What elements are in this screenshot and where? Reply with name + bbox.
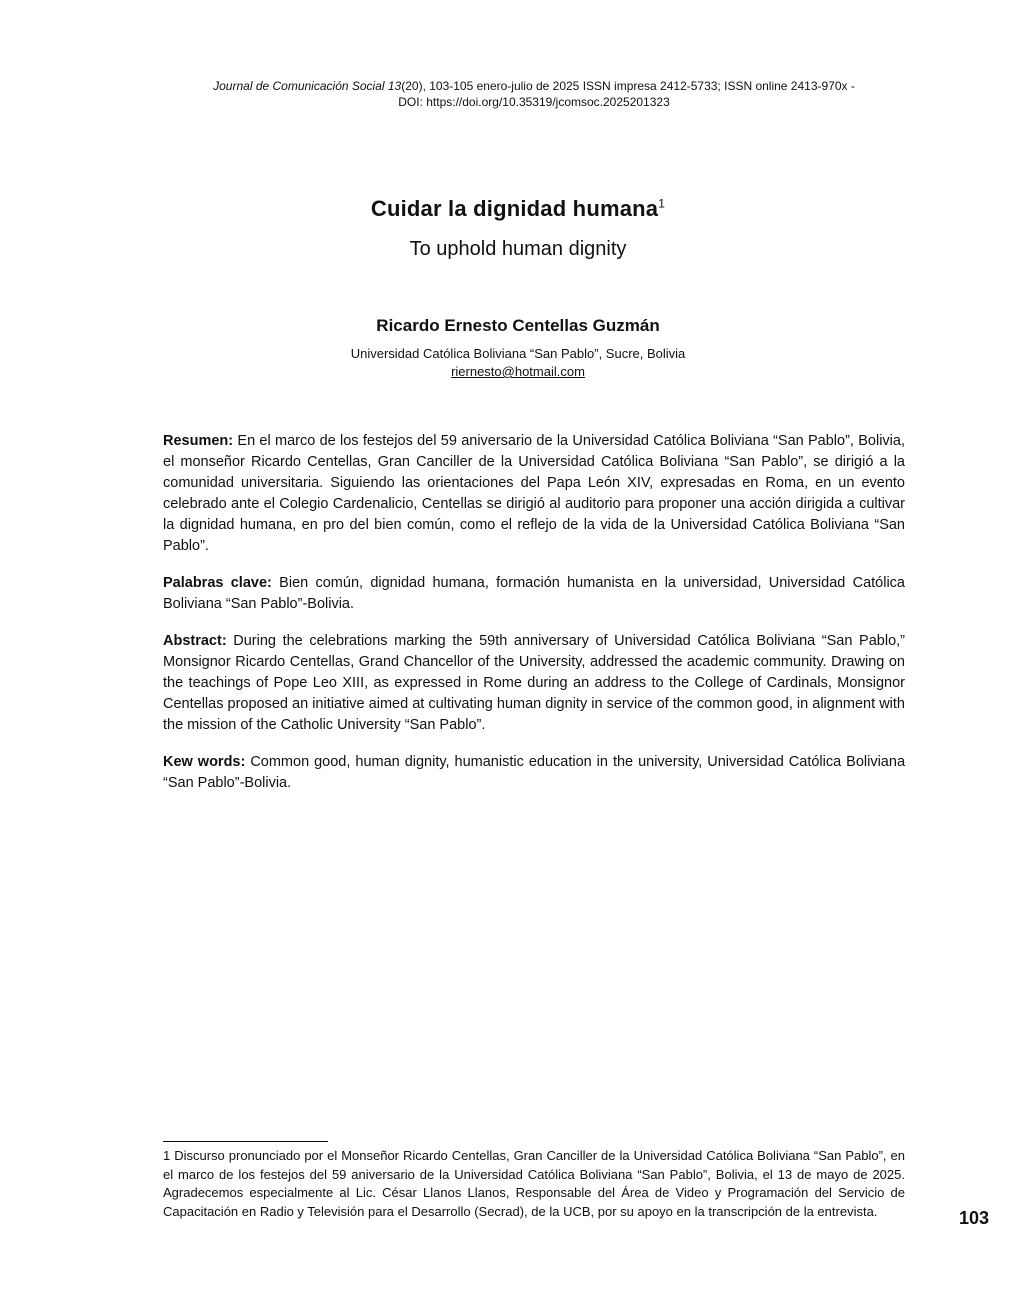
abstract-paragraph — [163, 631, 905, 736]
resumen-paragraph — [163, 431, 905, 557]
journal-citation: (20), 103-105 enero-julio de 2025 ISSN impresa 2412-5733; ISSN online 2413-970x - — [401, 79, 855, 93]
article-title — [0, 196, 1036, 222]
article-subtitle: To uphold human dignity — [409, 238, 627, 260]
journal-name: Journal de Comunicación Social 13 — [213, 79, 402, 93]
title-footnote-mark: 1 — [658, 196, 666, 211]
doi-line: DOI: https://doi.org/10.35319/jcomsoc.2025201323 — [398, 95, 670, 109]
author-affiliation: Universidad Católica Boliviana “San Pablo”, Sucre, Bolivia — [350, 346, 686, 361]
page-number: 103 — [958, 1208, 990, 1228]
resumen-text: En el marco de los festejos del 59 aniversario de la Universidad Católica Boliviana “San Pablo”, Bolivia, el monseñor Ricardo Centellas, Gran Canciller de la Universidad Católica Boliviana “San Pablo”, se dirigió a la comunidad universitaria. Siguiendo las orientaciones del Papa León XIV, expresadas en Roma, en un evento celebrado ante el Colegio Cardenalicio, Centellas se dirigió al auditorio para proponer una acción dirigida a cultivar la dignidad humana, en pro del bien común, como el reflejo de la vida de la Universidad Católica Boliviana “San Pablo”. — [163, 433, 905, 554]
abstract-label: Abstract: — [163, 633, 227, 649]
abstract-text: During the celebrations marking the 59th anniversary of Universidad Católica Boliviana “San Pablo,” Monsignor Ricardo Centellas, Grand Chancellor of the University, addressed the academic community. Drawing on the teachings of Pope Leo XIII, as expressed in Rome during an address to the College of Cardinals, Monsignor Centellas proposed an initiative aimed at cultivating human dignity in service of the common good, in alignment with the mission of the Catholic University “San Pablo”. — [163, 633, 905, 733]
palabras-clave-paragraph — [163, 573, 905, 615]
resumen-label: Resumen: — [163, 433, 234, 449]
palabras-clave-label: Palabras clave: — [163, 575, 272, 591]
palabras-clave-text: Bien común, dignidad humana, formación humanista en la universidad, Universidad Católica Boliviana “San Pablo”-Bolivia. — [163, 575, 906, 612]
author-affiliation-block — [0, 345, 1036, 381]
kew-words-paragraph — [163, 752, 905, 794]
running-header — [150, 78, 918, 110]
author-name: Ricardo Ernesto Centellas Guzmán — [376, 316, 660, 335]
article-title-text: Cuidar la dignidad humana — [370, 196, 659, 221]
author-email-link[interactable]: riernesto@hotmail.com — [451, 364, 585, 379]
kew-words-label: Kew words: — [163, 754, 246, 770]
footnote-divider — [163, 1141, 328, 1142]
kew-words-text: Common good, human dignity, humanistic education in the university, Universidad Católica Boliviana “San Pablo”-Bolivia. — [163, 754, 906, 791]
footnote: 1 Discurso pronunciado por el Monseñor Ricardo Centellas, Gran Canciller de la Universidad Católica Boliviana “San Pablo”, en el marco de los festejos del 59 aniversario de la Universidad Católica Boliviana “San Pablo”, Bolivia, el 13 de mayo de 2025. Agradecemos especialmente al Lic. César Llanos Llanos, Responsable del Área de Video y Programación del Servicio de Capacitación en Radio y Televisión para el Desarrollo (Secrad), de la UCB, por su apoyo en la transcripción de la entrevista. — [163, 1148, 905, 1219]
